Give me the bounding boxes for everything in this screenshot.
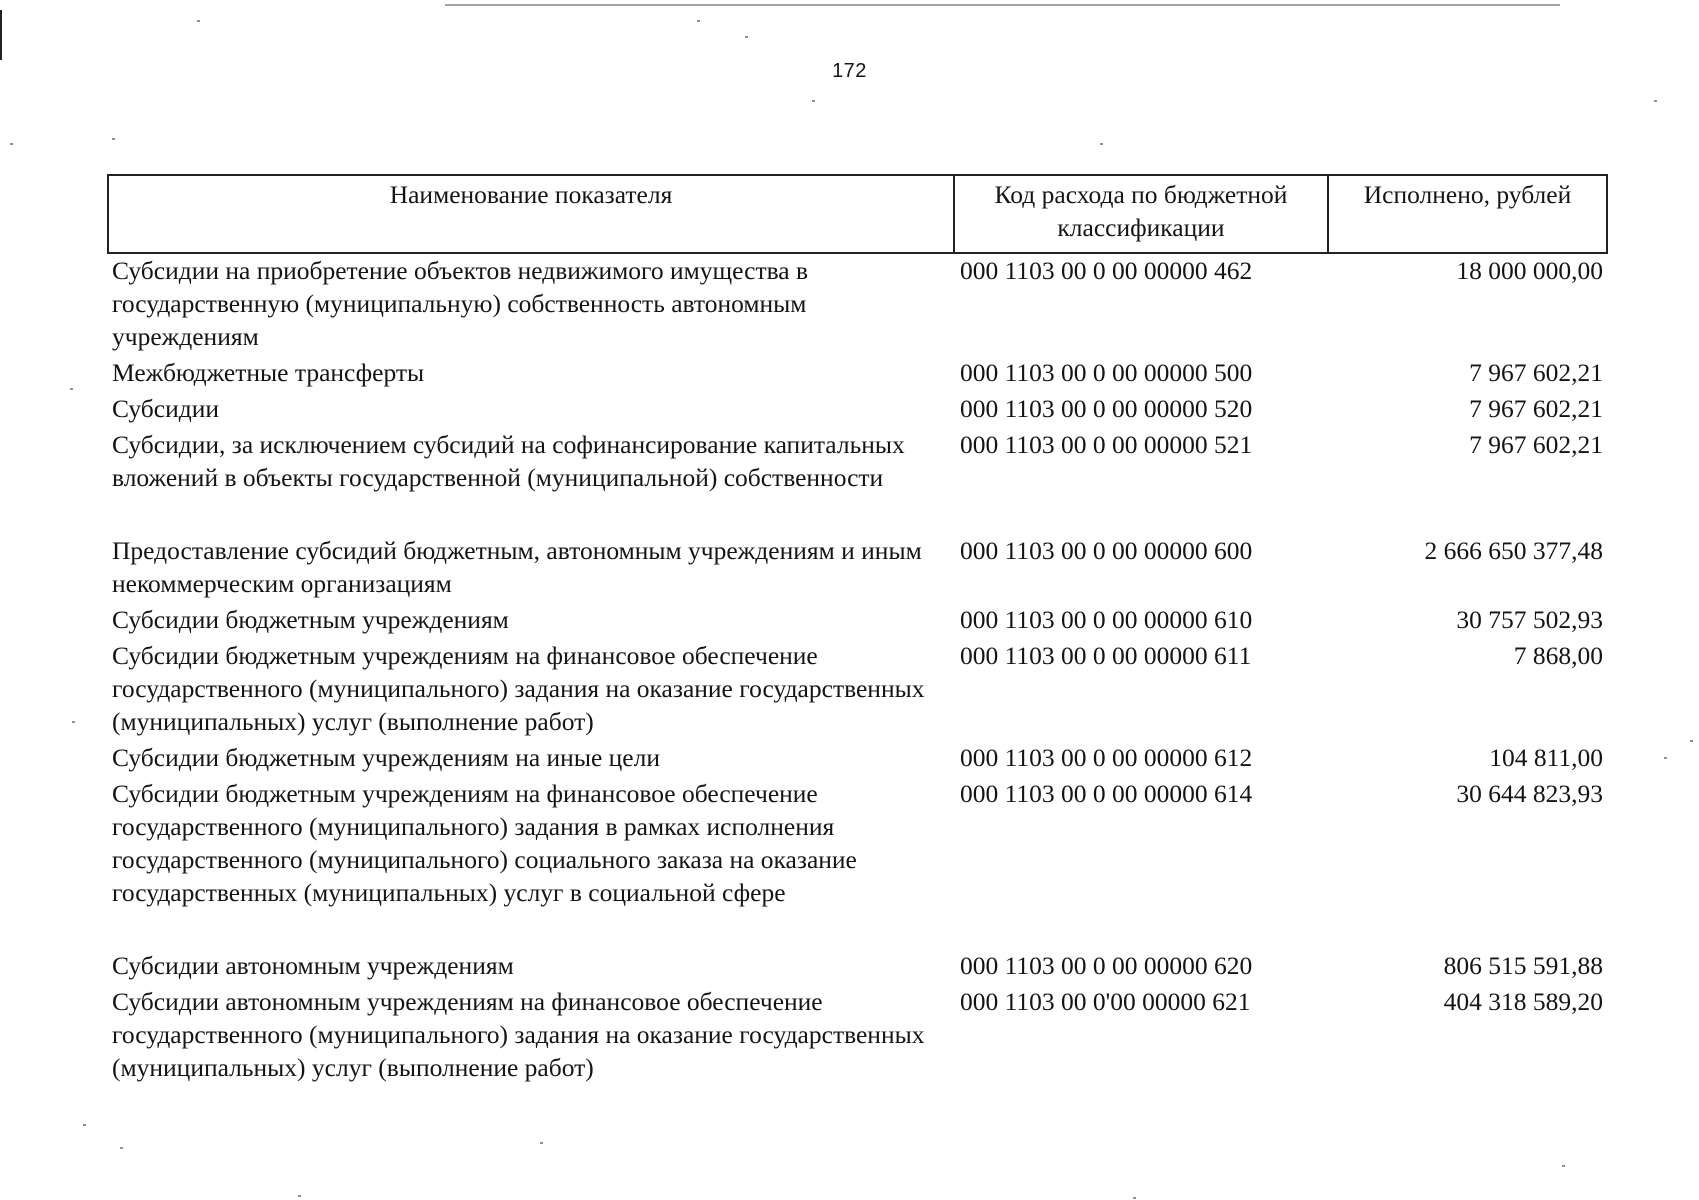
- header-code: Код расхода по бюджетной классификации: [954, 175, 1328, 253]
- row-code: 000 1103 00 0 00 00000 600: [960, 536, 1253, 565]
- scan-speck: [298, 1195, 301, 1197]
- row-name: Субсидии бюджетным учреждениям на финансовое обеспечение государственного (муниципального) задания в рамках исполнения государственного (муниципального) социального заказа на оказание государственных (муниципальных) услуг в социальной сфере: [112, 779, 857, 907]
- row-name: Субсидии на приобретение объектов недвижимого имущества в государственную (муниципальную) собственность автономным учреждениям: [112, 256, 809, 351]
- table-row: [108, 253, 1607, 356]
- row-code: 000 1103 00 0 00 00000 500: [960, 358, 1253, 387]
- table-row: [108, 356, 1607, 392]
- row-amount: 7 967 602,21: [1469, 430, 1603, 459]
- budget-execution-table: [107, 174, 1608, 1087]
- scan-speck: [112, 138, 115, 140]
- row-code: 000 1103 00 0 00 00000 620: [960, 951, 1253, 980]
- scan-speck: [10, 143, 13, 145]
- scan-speck: [1562, 1165, 1565, 1167]
- row-code: 000 1103 00 0'00 00000 621: [960, 987, 1251, 1016]
- row-amount: 30 644 823,93: [1456, 779, 1603, 808]
- scan-speck: [83, 1124, 86, 1126]
- scan-speck: [1654, 100, 1657, 102]
- row-amount: 30 757 502,93: [1456, 605, 1603, 634]
- row-name: Субсидии бюджетным учреждениям на финансовое обеспечение государственного (муниципального) задания на оказание государственных (муниципальных) услуг (выполнение работ): [112, 641, 925, 736]
- row-amount: 404 318 589,20: [1443, 987, 1603, 1016]
- row-name: Межбюджетные трансферты: [112, 358, 425, 387]
- row-name: Субсидии бюджетным учреждениям: [112, 605, 509, 634]
- row-amount: 7 868,00: [1513, 641, 1603, 670]
- header-executed: Исполнено, рублей: [1328, 175, 1607, 253]
- row-code: 000 1103 00 0 00 00000 521: [960, 430, 1253, 459]
- page-number: 172: [832, 60, 867, 82]
- row-name: Субсидии, за исключением субсидий на софинансирование капитальных вложений в объекты государственной (муниципальной) собственности: [112, 430, 905, 492]
- row-name: Субсидии: [112, 394, 219, 423]
- row-amount: 806 515 591,88: [1443, 951, 1603, 980]
- header-name: Наименование показателя: [108, 175, 954, 253]
- scan-speck: [1133, 1197, 1136, 1199]
- scan-speck: [1100, 143, 1103, 145]
- row-amount: 7 967 602,21: [1469, 358, 1603, 387]
- table-row: [108, 392, 1607, 428]
- scan-artifact-line: [445, 4, 1560, 6]
- row-code: 000 1103 00 0 00 00000 462: [960, 256, 1253, 285]
- table-row: [108, 777, 1607, 949]
- table-header-row: [108, 175, 1607, 253]
- table-row: [108, 741, 1607, 777]
- scan-speck: [1664, 757, 1667, 759]
- scan-speck: [745, 36, 748, 38]
- scan-speck: [540, 1142, 543, 1144]
- row-code: 000 1103 00 0 00 00000 614: [960, 779, 1253, 808]
- table-row: [108, 985, 1607, 1087]
- table-row: [108, 428, 1607, 534]
- row-code: 000 1103 00 0 00 00000 610: [960, 605, 1253, 634]
- table-row: [108, 639, 1607, 741]
- scan-speck: [70, 388, 73, 390]
- table-row: [108, 949, 1607, 985]
- row-name: Субсидии бюджетным учреждениям на иные цели: [112, 743, 660, 772]
- scan-speck: [697, 20, 700, 22]
- row-name: Предоставление субсидий бюджетным, автономным учреждениям и иным некоммерческим организациям: [112, 536, 922, 598]
- scan-speck: [72, 721, 75, 723]
- row-amount: 2 666 650 377,48: [1424, 536, 1603, 565]
- scan-speck: [120, 1147, 123, 1149]
- row-code: 000 1103 00 0 00 00000 612: [960, 743, 1253, 772]
- scan-speck: [197, 20, 200, 22]
- table-row: [108, 603, 1607, 639]
- scan-speck: [812, 100, 815, 102]
- row-name: Субсидии автономным учреждениям на финансовое обеспечение государственного (муниципального) задания на оказание государственных (муниципальных) услуг (выполнение работ): [112, 987, 925, 1082]
- table-row: [108, 534, 1607, 603]
- scan-speck: [1690, 740, 1693, 742]
- row-amount: 7 967 602,21: [1469, 394, 1603, 423]
- row-code: 000 1103 00 0 00 00000 520: [960, 394, 1253, 423]
- row-amount: 18 000 000,00: [1456, 256, 1603, 285]
- scan-artifact-edge: [0, 10, 2, 60]
- row-code: 000 1103 00 0 00 00000 611: [960, 641, 1252, 670]
- row-amount: 104 811,00: [1489, 743, 1603, 772]
- row-name: Субсидии автономным учреждениям: [112, 951, 514, 980]
